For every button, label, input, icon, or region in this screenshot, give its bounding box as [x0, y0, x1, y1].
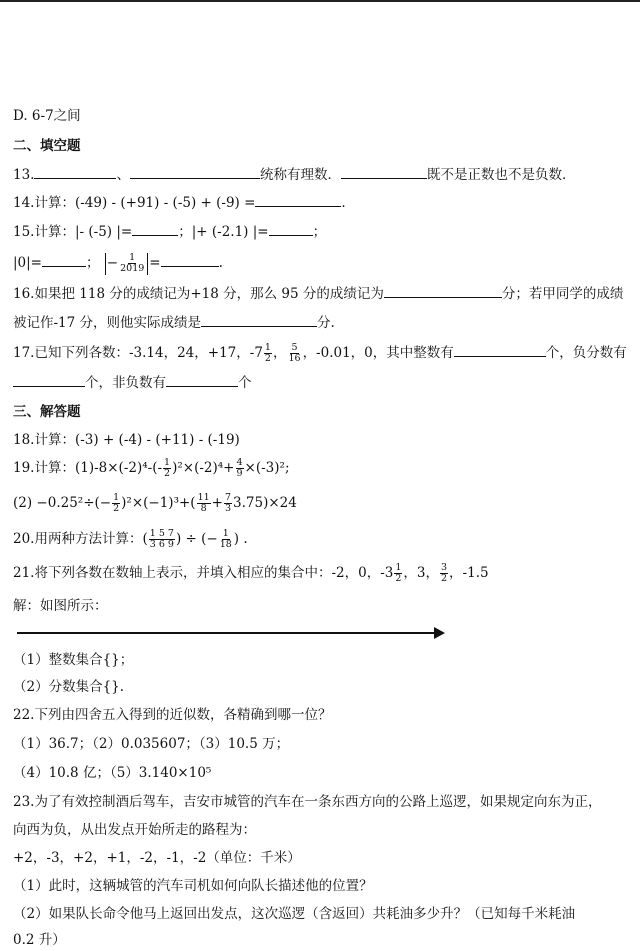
question-21: 21.将下列各数在数轴上表示，并填入相应的集合中：-2，0，-3 $\frac{1}{2}$ ，3， $\frac{3}{2}$ ，-1.5 [13, 562, 489, 584]
question-23-part1: （1）此时，这辆城管的汽车司机如何向队长描述他的位置？ [13, 878, 373, 894]
section-answer: 三、解答题 [13, 404, 81, 420]
question-22: 22.下列由四舍五入得到的近似数，各精确到哪一位？ [13, 707, 332, 723]
question-18: 18.计算：(-3) + (-4) - (+11) - (-19) [13, 432, 240, 448]
question-22-items-2: （4）10.8 亿；（5）3.140×10⁵ [13, 765, 212, 781]
integer-set: （1）整数集合{}； [13, 652, 134, 668]
question-16: 16.如果把 118 分的成绩记为+18 分，那么 95 分的成绩记为 分；若甲同学的成绩 [13, 283, 623, 304]
question-19-part2: (2) −0.25²÷(− $\frac{1}{2}$ )²×(−1)³+( $\frac{11}{8}$ + $\frac{7}{3}$ 3.75)×24 [13, 492, 297, 514]
question-17: 17.已知下列各数：-3.14，24，+17，-7 $\frac{1}{2}$ ， $\frac{5}{16}$ ，-0.01，0，其中整数有 个，负分数有 [13, 342, 627, 364]
question-17-line2: 个，非负数有 个 [13, 372, 252, 393]
number-line [17, 632, 437, 634]
question-22-items-1: （1）36.7；（2）0.035607；（3）10.5 万； [13, 736, 290, 752]
question-16-line2: 被记作-17 分，则他实际成绩是 分. [13, 312, 335, 333]
question-23-part2: （2）如果队长命令他马上返回出发点，这次巡逻（含返回）共耗油多少升？（已知每千米耗油 [13, 906, 576, 922]
question-20: 20.用两种方法计算：( $\frac{1 5 7}{3 6 9}$ ) ÷ (− $\frac{1}{18}$ ) . [13, 528, 248, 550]
option-d: D. 6-7之间 [13, 108, 81, 124]
question-19: 19.计算：(1)-8×(-2)⁴-(- $\frac{1}{2}$ )²×(-2)⁴+ $\frac{4}{9}$ ×(-3)²; [13, 457, 290, 479]
question-23-part2-cont: 0.2 升） [13, 932, 66, 948]
question-13: 13. 、 统称有理数． 既不是正数也不是负数． [13, 164, 575, 185]
question-23-distances: +2，-3，+2，+1，-2，-1，-2（单位：千米） [13, 850, 301, 866]
question-15: 15.计算：|- (-5) |= ；|+ (-2.1) |= ； [13, 221, 326, 242]
number-line-arrow-icon [434, 627, 445, 639]
question-14: 14.计算：(-49) - (+91) - (-5) + (-9) = . [13, 192, 346, 213]
question-23: 23.为了有效控制酒后驾车，吉安市城管的汽车在一条东西方向的公路上巡逻，如果规定向东为正， [13, 794, 602, 810]
question-23-line2: 向西为负，从出发点开始所走的路程为： [13, 822, 256, 838]
section-fill-blank: 二、填空题 [13, 138, 81, 154]
question-15-line2: |0|= ； − $\frac{1}{2019}$ = . [13, 252, 223, 274]
solution-label: 解：如图所示： [13, 598, 108, 614]
fraction-set: （2）分数集合{}. [13, 679, 125, 695]
top-rule [0, 0, 640, 2]
